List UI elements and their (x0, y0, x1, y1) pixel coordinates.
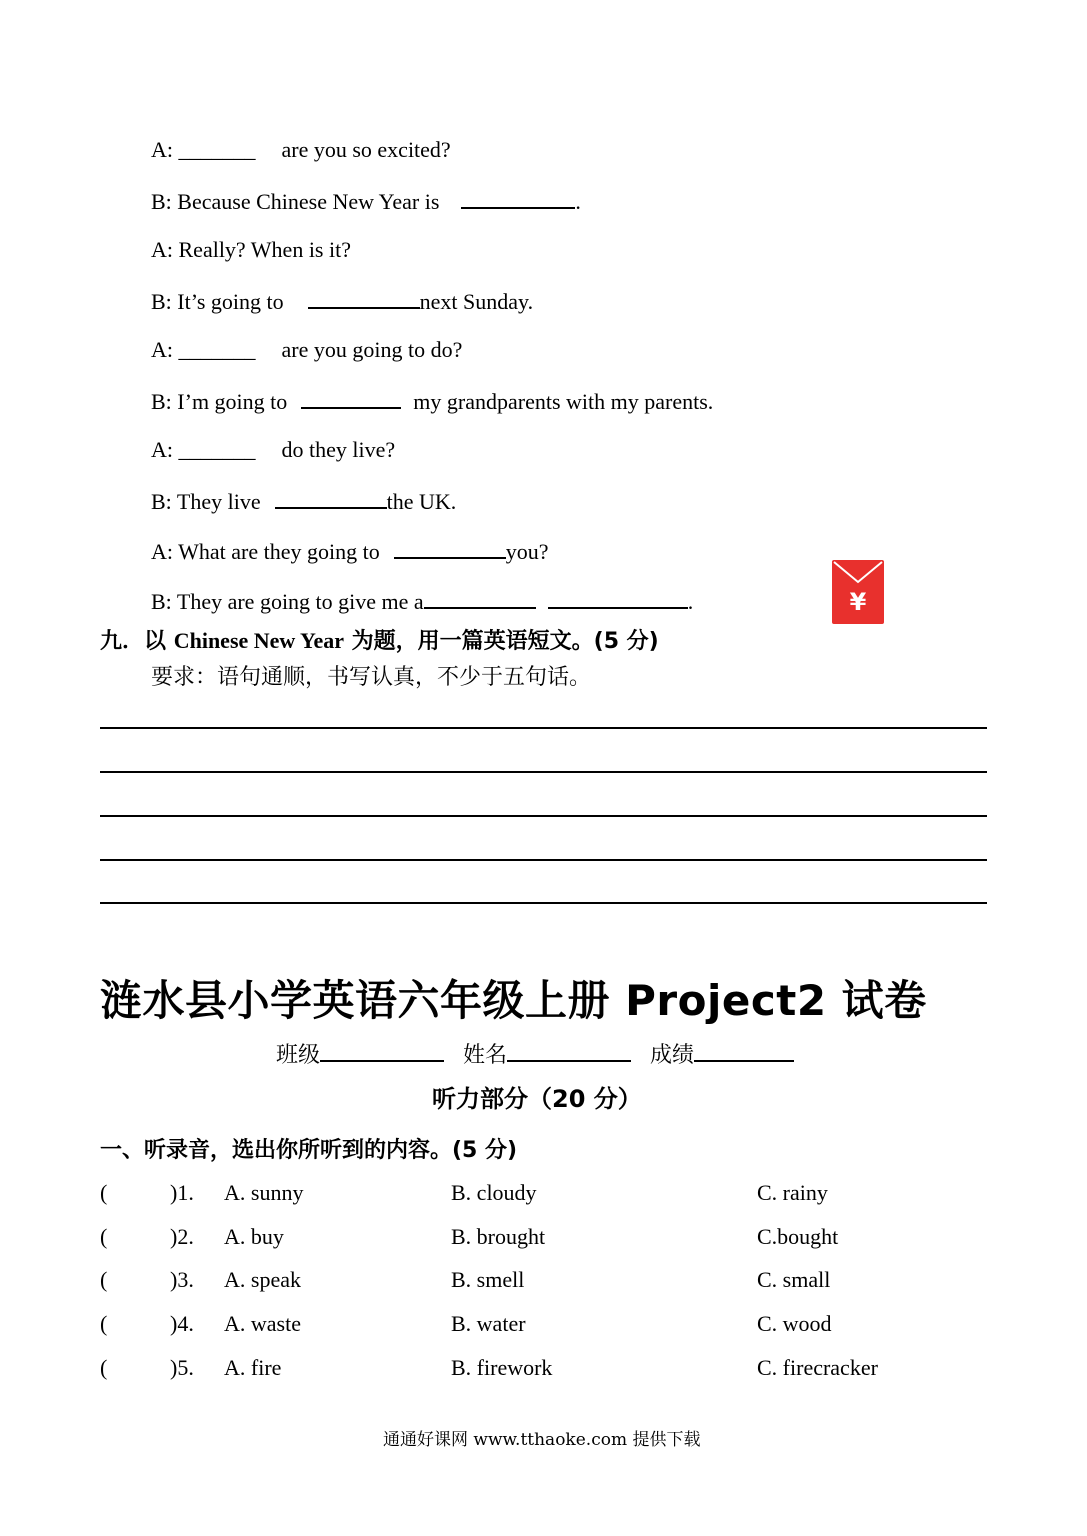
dialogue-text: are you going to do? (281, 337, 463, 362)
dialogue-text: . (687, 589, 694, 614)
dialogue-line-4 (151, 287, 533, 315)
dialogue-line-3 (151, 237, 351, 263)
dialogue-text: A: _______ (151, 337, 256, 362)
answer-blank[interactable] (275, 487, 387, 509)
dialogue-line-1 (151, 137, 451, 163)
question-4-option-b[interactable]: B. water (451, 1311, 526, 1336)
yen-icon: ¥ (849, 588, 867, 616)
dialogue-line-5 (151, 337, 462, 363)
dialogue-text: are you so excited? (281, 137, 451, 162)
answer-blank[interactable] (424, 587, 536, 609)
question-2-paren[interactable]: ( (100, 1224, 108, 1249)
heading-text: 为题，用一篇英语短文。(5 分) (351, 629, 659, 654)
dialogue-text: B: They live (151, 489, 261, 514)
dialogue-text: A: What are they going to (151, 539, 380, 564)
section-9-heading (100, 624, 659, 655)
answer-blank[interactable] (461, 187, 575, 209)
score-blank[interactable] (694, 1040, 794, 1062)
question-4-paren[interactable]: ( (100, 1311, 108, 1336)
dialogue-text: you? (505, 539, 549, 564)
dialogue-text: do they live? (281, 437, 396, 462)
writing-line[interactable] (100, 815, 987, 817)
heading-topic: Chinese New Year (173, 628, 344, 653)
question-1-number: )1. (170, 1180, 194, 1205)
envelope-flap-icon (832, 560, 884, 590)
question-2-option-a[interactable]: A. buy (224, 1224, 284, 1249)
dialogue-text: B: I’m going to (151, 389, 288, 414)
question-5-option-b[interactable]: B. firework (451, 1355, 553, 1380)
dialogue-text: . (575, 189, 581, 214)
question-3-option-a[interactable]: A. speak (224, 1267, 301, 1292)
question-5-option-a[interactable]: A. fire (224, 1355, 282, 1380)
dialogue-text: B: They are going to give me a (151, 589, 424, 614)
name-label: 姓名 (463, 1043, 508, 1068)
question-2-option-b[interactable]: B. brought (451, 1224, 546, 1249)
dialogue-line-7 (151, 437, 395, 463)
writing-line[interactable] (100, 727, 987, 729)
dialogue-text: B: Because Chinese New Year is (151, 189, 440, 214)
question-2-number: )2. (170, 1224, 194, 1249)
question-3-paren[interactable]: ( (100, 1267, 108, 1292)
name-blank[interactable] (507, 1040, 631, 1062)
page-footer: 通通好课网 www.tthaoke.com 提供下载 (383, 1430, 701, 1450)
question-5-number: )5. (170, 1355, 194, 1380)
question-2-option-c[interactable]: C.bought (757, 1224, 839, 1249)
score-field (650, 1038, 794, 1069)
class-field (276, 1038, 444, 1069)
question-1-option-c[interactable]: C. rainy (757, 1180, 828, 1205)
question-3-number: )3. (170, 1267, 194, 1292)
class-label: 班级 (276, 1043, 321, 1068)
dialogue-text: the UK. (386, 489, 457, 514)
question-4-number: )4. (170, 1311, 194, 1336)
section-9-requirement: 要求：语句通顺，书写认真，不少于五句话。 (151, 665, 592, 690)
question-1-option-a[interactable]: A. sunny (224, 1180, 304, 1205)
dialogue-line-9 (151, 537, 548, 565)
dialogue-text: my grandparents with my parents. (413, 389, 714, 414)
answer-blank[interactable] (394, 537, 506, 559)
dialogue-text: next Sunday. (419, 289, 534, 314)
question-5-paren[interactable]: ( (100, 1355, 108, 1380)
name-field (463, 1038, 631, 1069)
dialogue-line-6 (151, 387, 713, 415)
question-1-option-b[interactable]: B. cloudy (451, 1180, 537, 1205)
answer-blank[interactable] (308, 287, 420, 309)
dialogue-text: A: _______ (151, 137, 256, 162)
question-3-option-b[interactable]: B. smell (451, 1267, 525, 1292)
question-1-paren[interactable]: ( (100, 1180, 108, 1205)
question-4-option-a[interactable]: A. waste (224, 1311, 301, 1336)
red-envelope-icon (832, 560, 884, 624)
answer-blank[interactable] (301, 387, 401, 409)
class-blank[interactable] (320, 1040, 444, 1062)
dialogue-line-8 (151, 487, 456, 515)
score-label: 成绩 (650, 1043, 695, 1068)
writing-line[interactable] (100, 771, 987, 773)
dialogue-text: A: Really? When is it? (151, 237, 351, 262)
dialogue-text: B: It’s going to (151, 289, 284, 314)
page-title: 涟水县小学英语六年级上册 Project2 试卷 (100, 976, 927, 1025)
dialogue-text: A: _______ (151, 437, 256, 462)
writing-line[interactable] (100, 902, 987, 904)
question-3-option-c[interactable]: C. small (757, 1267, 831, 1292)
listening-heading: 听力部分（20 分） (432, 1085, 642, 1113)
section-1-heading: 一、听录音，选出你所听到的内容。(5 分) (100, 1138, 518, 1163)
dialogue-line-2 (151, 187, 581, 215)
question-4-option-c[interactable]: C. wood (757, 1311, 832, 1336)
dialogue-line-10 (151, 587, 693, 615)
section-number: 九． (100, 629, 145, 654)
writing-line[interactable] (100, 859, 987, 861)
heading-text: 以 (144, 629, 167, 654)
question-5-option-c[interactable]: C. firecracker (757, 1355, 878, 1380)
answer-blank[interactable] (548, 587, 688, 609)
